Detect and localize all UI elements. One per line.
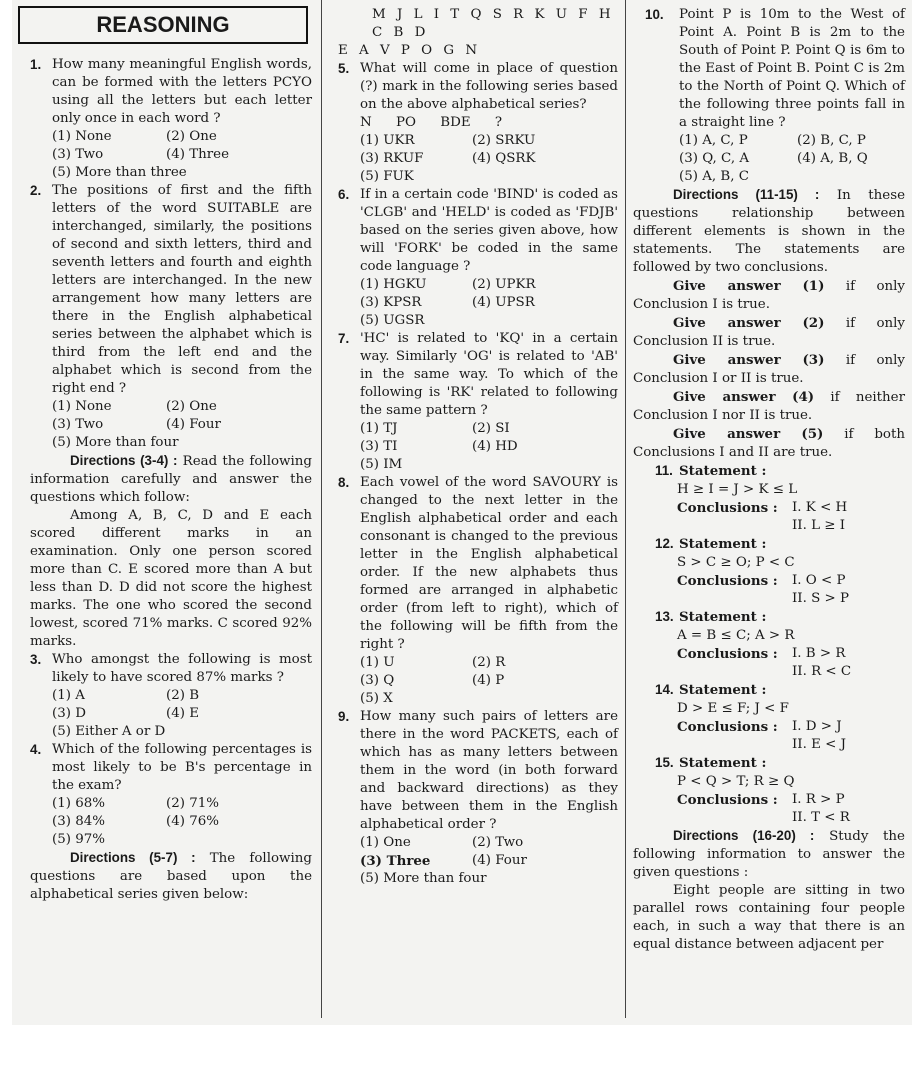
answer-rule-5: Give answer (5) if both Conclusions I and II are true. [633, 426, 905, 460]
question-number: 10. [645, 7, 664, 22]
option: (5) UGSR [360, 313, 425, 328]
option: (4) 76% [166, 814, 219, 829]
option: (3) Q [360, 673, 395, 688]
question-15 [633, 754, 905, 827]
pattern-item: ? [494, 115, 503, 130]
option: (2) UPKR [472, 277, 536, 292]
question-number: 15. [655, 755, 674, 770]
question-number: 1. [30, 57, 42, 72]
conclusions [655, 645, 905, 663]
question-number: 7. [338, 331, 350, 346]
question-number: 8. [338, 475, 350, 490]
question-2 [30, 182, 312, 398]
question-5 [338, 60, 618, 114]
option: (1) None [52, 129, 112, 144]
option: (2) One [166, 129, 217, 144]
option: (4) P [472, 673, 505, 688]
option: (4) Four [166, 417, 221, 432]
option: (3) TI [360, 439, 398, 454]
option: (2) 71% [166, 796, 219, 811]
option: (3) 84% [52, 814, 105, 829]
question-text: Which of the following percentages is most likely to be B's percentage in the exam? [52, 742, 312, 793]
option: (2) B [166, 688, 200, 703]
column-1 [30, 6, 312, 904]
question-text: The positions of first and the fifth letters of the word SUITABLE are interchanged, similarly, the positions of second and sixth letters, third and seventh letters and fourth and eighth letters are interchanged. In the new arrangement how many letters are there in the English alphabetical series between the alphabet which is third from the left end and the alphabet which is second from the right end ? [52, 183, 312, 396]
conclusion-2: II. R < C [792, 664, 852, 679]
conclusion-2: II. S > P [792, 591, 850, 606]
conclusion-1: I. B > R [792, 646, 846, 661]
option: (3) Q, C, A [679, 151, 749, 166]
question-3-options [30, 687, 312, 741]
conclusion-1: I. R > P [792, 792, 845, 807]
alphabet-series-line-2: E A V P O G N [338, 43, 481, 58]
question-9-options [338, 834, 618, 888]
question-number: 9. [338, 709, 350, 724]
answer-rule-1: Give answer (1) if only Conclusion I is true. [633, 278, 905, 312]
statement-label: Statement : [679, 682, 767, 698]
option: (2) One [166, 399, 217, 414]
statement-label: Statement : [679, 755, 767, 771]
column-2 [338, 6, 618, 888]
option: (3) D [52, 706, 86, 721]
directions-16-20: Directions (16-20) : Study the following information to answer the given questions : [633, 828, 905, 880]
option: (2) Two [472, 835, 524, 850]
question-text: Who amongst the following is most likely to have scored 87% marks ? [52, 652, 312, 685]
alphabet-series-line-1: M J L I T Q S R K U F H C B D [372, 7, 615, 40]
option: (5) Either A or D [52, 724, 166, 739]
conclusion-1: I. O < P [792, 573, 846, 588]
question-13 [633, 608, 905, 681]
option: (2) SRKU [472, 133, 536, 148]
answer-rule-2: Give answer (2) if only Conclusion II is true. [633, 315, 905, 349]
option: (1) UKR [360, 133, 415, 148]
question-11 [633, 462, 905, 535]
answer-rule-4: Give answer (4) if neither Conclusion I nor II is true. [633, 389, 905, 423]
question-number: 6. [338, 187, 350, 202]
conclusion-2: II. E < J [792, 737, 846, 752]
answer-rule-3: Give answer (3) if only Conclusion I or II is true. [633, 352, 905, 386]
conclusions [655, 572, 905, 590]
pattern-item: N [360, 115, 372, 130]
option: (5) More than four [52, 435, 179, 450]
column-3 [633, 6, 905, 954]
question-text: How many such pairs of letters are there in the word PACKETS, each of which has as many letters between them in the word (in both forward and backward directions) as they have between them in the English alphabetical order ? [360, 709, 618, 832]
option: (5) More than four [360, 871, 487, 886]
column-divider-1 [321, 0, 322, 1018]
question-6 [338, 186, 618, 276]
conclusion-2: II. T < R [792, 810, 850, 825]
option: (2) SI [472, 421, 510, 436]
question-text: Point P is 10m to the West of Point A. Point B is 2m to the South of Point P. Point Q is 6m to the East of Point B. Point C is 2m to the North of Point Q. Which of the following three points fall in a straight line ? [679, 7, 905, 130]
option: (4) HD [472, 439, 518, 454]
option: (3) Two [52, 147, 104, 162]
question-8 [338, 474, 618, 654]
statement-text: H ≥ I = J > K ≤ L [677, 482, 798, 497]
statement-text: S > C ≥ O; P < C [677, 555, 795, 570]
option: (1) U [360, 655, 395, 670]
question-text: If in a certain code 'BIND' is coded as 'CLGB' and 'HELD' is coded as 'FDJB' based on the series given above, how will 'FORK' be coded in the same code language ? [360, 187, 618, 274]
conclusions [655, 499, 905, 517]
option: (2) B, C, P [797, 133, 866, 148]
conclusion-2: II. L ≥ I [792, 518, 846, 533]
pattern-item: BDE [440, 115, 471, 130]
section-title: REASONING [18, 6, 308, 44]
directions-5-7: Directions (5-7) : The following questions are based upon the alphabetical series given below: [30, 850, 312, 902]
option: (3) Two [52, 417, 104, 432]
option: (1) HGKU [360, 277, 427, 292]
question-14 [633, 681, 905, 754]
question-number: 5. [338, 61, 350, 76]
option: (1) A, C, P [679, 133, 748, 148]
option: (1) None [52, 399, 112, 414]
question-text: What will come in place of question (?) mark in the following series based on the above alphabetical series? [360, 61, 618, 112]
conclusions-label: Conclusions : [677, 646, 778, 662]
question-text: 'HC' is related to 'KQ' in a certain way. Similarly 'OG' is related to 'AB' in the same way. To which of the following is 'RK' related to following the same pattern ? [360, 331, 618, 418]
question-4-options [30, 795, 312, 849]
question-10-options [633, 132, 905, 186]
option: (3) KPSR [360, 295, 422, 310]
option: (5) X [360, 691, 393, 706]
passage-3-4: Among A, B, C, D and E each scored different marks in an examination. Only one person scored more than C. E scored more than A but less than D. D did not score the highest marks. The one who scored the second lowest, scored 71% marks. C scored 92% marks. [30, 508, 312, 649]
option: (5) FUK [360, 169, 414, 184]
question-7 [338, 330, 618, 420]
option: (3) RKUF [360, 151, 424, 166]
question-text: Each vowel of the word SAVOURY is changed to the next letter in the English alphabetical order and each consonant is changed to the previous letter in the English alphabetical order. If the new alphabets thus formed are arranged in alphabetic order (from left to right), which of the following will be fifth from the right ? [360, 475, 618, 652]
question-9 [338, 708, 618, 834]
question-number: 3. [30, 652, 42, 667]
statement-label: Statement : [679, 536, 767, 552]
question-number: 12. [655, 536, 674, 551]
question-1 [30, 56, 312, 128]
option: (1) A [52, 688, 85, 703]
conclusions [655, 718, 905, 736]
conclusions-label: Conclusions : [677, 573, 778, 589]
option: (1) 68% [52, 796, 105, 811]
option: (5) A, B, C [679, 169, 750, 184]
conclusions [655, 791, 905, 809]
pattern-item: PO [395, 115, 416, 130]
option: (2) R [472, 655, 506, 670]
question-2-options [30, 398, 312, 452]
directions-3-4: Directions (3-4) : Read the following information carefully and answer the questions which follow: [30, 453, 312, 505]
statement-label: Statement : [679, 609, 767, 625]
statement-label: Statement : [679, 463, 767, 479]
question-4 [30, 741, 312, 795]
question-8-options [338, 654, 618, 708]
question-number: 14. [655, 682, 674, 697]
option: (4) A, B, Q [797, 151, 868, 166]
conclusions-label: Conclusions : [677, 719, 778, 735]
question-7-options [338, 420, 618, 474]
question-12 [633, 535, 905, 608]
option: (4) Four [472, 853, 527, 868]
question-1-options [30, 128, 312, 182]
question-number: 2. [30, 183, 42, 198]
statement-text: P < Q > T; R ≥ Q [677, 774, 795, 789]
question-number: 11. [655, 463, 673, 478]
directions-11-15: Directions (11-15) : In these questions relationship between different elements is shown in the statements. The statements are followed by two conclusions. [633, 187, 905, 275]
question-10 [633, 6, 905, 132]
question-6-options [338, 276, 618, 330]
statement-text: A = B ≤ C; A > R [677, 628, 795, 643]
question-5-pattern [338, 114, 618, 132]
option: (5) More than three [52, 165, 187, 180]
option: (5) 97% [52, 832, 105, 847]
option: (1) TJ [360, 421, 398, 436]
option: (5) IM [360, 457, 403, 472]
conclusions-label: Conclusions : [677, 792, 778, 808]
passage-16-20: Eight people are sitting in two parallel rows containing four people each, in such a way that there is an equal distance between adjacent per [633, 883, 905, 952]
statement-text: D > E ≤ F; J < F [677, 701, 789, 716]
column-divider-2 [625, 0, 626, 1018]
option: (4) UPSR [472, 295, 535, 310]
question-5-options [338, 132, 618, 186]
question-text: How many meaningful English words, can be formed with the letters PCYO using all the letters but each letter only once in each word ? [52, 57, 312, 126]
conclusion-1: I. K < H [792, 500, 848, 515]
question-number: 4. [30, 742, 42, 757]
option: (4) E [166, 706, 199, 721]
option: (4) QSRK [472, 151, 536, 166]
option: (3) Three [360, 853, 431, 869]
conclusions-label: Conclusions : [677, 500, 778, 516]
question-number: 13. [655, 609, 674, 624]
question-3 [30, 651, 312, 687]
option: (4) Three [166, 147, 230, 162]
option: (1) One [360, 835, 411, 850]
conclusion-1: I. D > J [792, 719, 842, 734]
